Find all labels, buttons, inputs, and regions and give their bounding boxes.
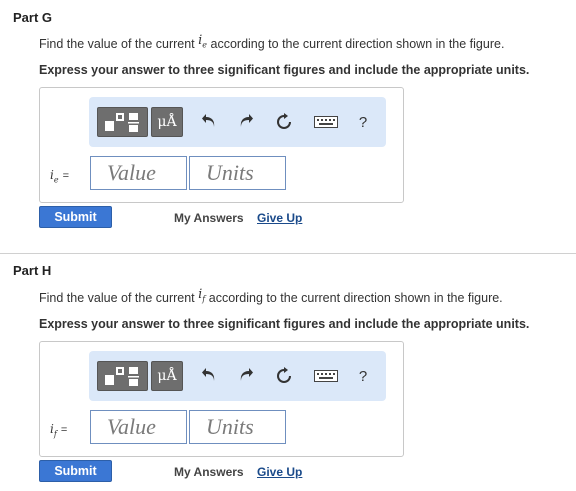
part-g-answer-box xyxy=(39,87,404,203)
units-input[interactable]: Units xyxy=(189,156,286,190)
undo-icon[interactable] xyxy=(197,361,221,391)
variable-label: $i_e$ = xyxy=(50,168,70,185)
math-toolbar xyxy=(89,97,386,147)
submit-button[interactable]: Submit xyxy=(39,206,112,228)
templates-icon[interactable] xyxy=(97,107,148,137)
help-icon[interactable]: ? xyxy=(358,367,368,385)
variable-label: $i_f$ = xyxy=(50,422,68,439)
keyboard-icon[interactable] xyxy=(312,107,340,137)
mu-angstrom-icon[interactable]: μÅ xyxy=(151,361,183,391)
part-g-instruction: Express your answer to three significant figures and include the appropriate units. xyxy=(39,63,530,77)
part-h-instruction: Express your answer to three significant figures and include the appropriate units. xyxy=(39,317,530,331)
current-variable: $i_f$ xyxy=(198,287,206,304)
reset-icon[interactable] xyxy=(272,361,296,391)
current-variable: $i_e$ xyxy=(198,33,208,50)
units-input[interactable]: Units xyxy=(189,410,286,444)
part-g-prompt: Find the value of the current $i_e$ according to the current direction shown in the figure. xyxy=(39,33,505,51)
reset-icon[interactable] xyxy=(272,107,296,137)
undo-icon[interactable] xyxy=(197,107,221,137)
keyboard-icon[interactable] xyxy=(312,361,340,391)
value-input[interactable]: Value xyxy=(90,410,187,444)
part-h-prompt: Find the value of the current $i_f$ according to the current direction shown in the figure. xyxy=(39,287,503,305)
give-up-link[interactable]: Give Up xyxy=(257,465,303,479)
section-divider xyxy=(0,253,576,254)
redo-icon[interactable] xyxy=(234,107,258,137)
math-toolbar xyxy=(89,351,386,401)
part-h-title: Part H xyxy=(13,263,52,278)
my-answers-link[interactable]: My Answers xyxy=(174,211,244,225)
mu-angstrom-icon[interactable]: μÅ xyxy=(151,107,183,137)
submit-button[interactable]: Submit xyxy=(39,460,112,482)
value-input[interactable]: Value xyxy=(90,156,187,190)
my-answers-link[interactable]: My Answers xyxy=(174,465,244,479)
give-up-link[interactable]: Give Up xyxy=(257,211,303,225)
part-g-title: Part G xyxy=(13,10,53,25)
redo-icon[interactable] xyxy=(234,361,258,391)
help-icon[interactable]: ? xyxy=(358,113,368,131)
templates-icon[interactable] xyxy=(97,361,148,391)
part-h-answer-box xyxy=(39,341,404,457)
